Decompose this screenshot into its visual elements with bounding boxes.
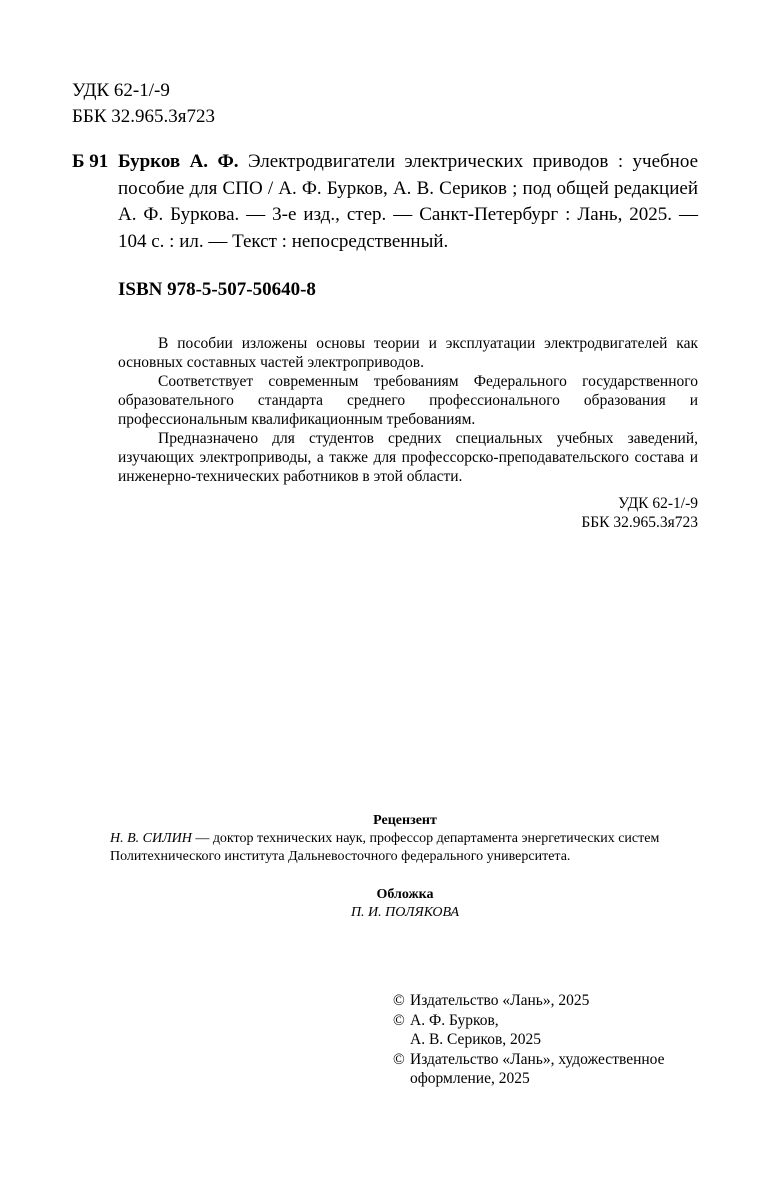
udk-code: УДК 62-1/-9 [72, 80, 170, 101]
cover-designer: П. И. ПОЛЯКОВА [350, 905, 460, 920]
annotation-classification [420, 494, 698, 532]
reviewer-info [110, 830, 700, 866]
cover-section [110, 886, 700, 922]
copyright-line [393, 1050, 713, 1070]
reviewer-description: — доктор технических наук, профессор департамента энергетических систем Политехнического института Дальневосточного федерального университета. [110, 831, 660, 864]
copyright-line [393, 1011, 713, 1031]
classification-header [72, 78, 215, 130]
copyright-icon: © [393, 1011, 405, 1029]
annotation [118, 334, 698, 486]
copyright-publisher: Издательство «Лань», 2025 [410, 992, 590, 1009]
reviewer-name: Н. В. СИЛИН [110, 831, 192, 846]
bibliographic-entry [118, 149, 698, 255]
copyright-design: Издательство «Лань», художественное [410, 1050, 665, 1068]
bibliographic-description: Электродвигатели электрических приводов : учебное пособие для СПО / А. Ф. Бурков, А. В. Сериков ; под общей редакцией А. Ф. Буркова. — 3-е изд., стер. — Санкт-Петербург : Лань, 2025. — 104 с. : ил. — Текст : непосредственный. [118, 151, 699, 252]
copyright-icon: © [393, 992, 405, 1009]
reviewer-heading: Рецензент [373, 813, 437, 828]
copyright-design-year: оформление, 2025 [410, 1070, 530, 1087]
copyright-line [393, 991, 713, 1011]
annotation-paragraph: Соответствует современным требованиям Федерального государственного образовательного стандарта среднего профессионального образования и профессиональным квалификационным требованиям. [118, 373, 698, 428]
cover-heading: Обложка [376, 887, 434, 902]
annotation-paragraph: Предназначено для студентов средних специальных учебных заведений, изучающих электроприводы, а также для профессорско-преподавательского состава и инженерно-технических работников в этой области. [118, 430, 698, 485]
reviewer-section [110, 812, 700, 866]
isbn: ISBN 978-5-507-50640-8 [118, 279, 316, 300]
copyright-author-1: А. Ф. Бурков, [410, 1011, 499, 1029]
annotation-paragraph: В пособии изложены основы теории и эксплуатации электродвигателей как основных составных частей электроприводов. [118, 335, 698, 371]
bbk-code: ББК 32.965.3я723 [72, 106, 215, 127]
author-mark: Б 91 [72, 151, 109, 172]
author-name: Бурков А. Ф. [118, 151, 239, 172]
bbk-code-bottom: ББК 32.965.3я723 [581, 514, 698, 531]
copyright-block [393, 991, 713, 1089]
copyright-icon: © [393, 1050, 405, 1068]
copyright-author-2: А. В. Сериков, 2025 [410, 1031, 542, 1048]
udk-code-bottom: УДК 62-1/-9 [618, 495, 698, 512]
